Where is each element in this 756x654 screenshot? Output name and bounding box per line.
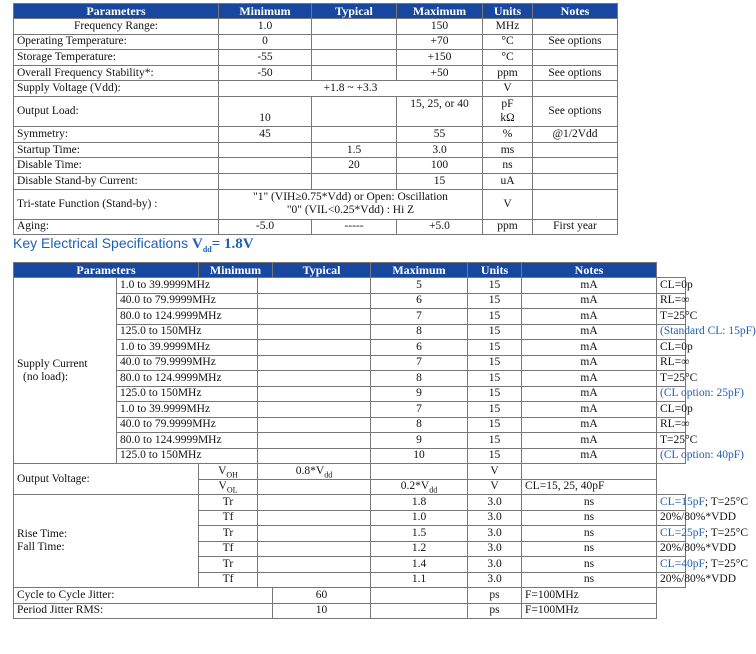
unit: mA [522, 278, 657, 294]
table-row [14, 81, 618, 97]
unit: mA [522, 448, 657, 464]
notes [657, 495, 748, 511]
max: 55 [397, 127, 483, 143]
notes: See options [533, 65, 618, 81]
max: 100 [397, 158, 483, 174]
typ: 9 [371, 433, 468, 449]
notes: @1/2Vdd [533, 127, 618, 143]
notes: T=25°C [657, 371, 686, 387]
typ: 1.5 [371, 526, 468, 542]
typ: 7 [371, 355, 468, 371]
notes: (CL option: 25pF) [657, 386, 686, 402]
unit: ns [483, 158, 533, 174]
max: 15 [397, 173, 483, 189]
table-row [14, 96, 618, 111]
tri-line-1: "1" (VIH≥0.75*Vdd) or Open: Oscillation [253, 191, 448, 204]
freq-range: 1.0 to 39.9999MHz [117, 278, 258, 294]
freq-range: 40.0 to 79.9999MHz [117, 417, 258, 433]
param: Cycle to Cycle Jitter: [14, 588, 273, 604]
param: Tri-state Function (Stand-by) : [14, 189, 219, 219]
notes: 20%/80%*VDD [657, 572, 686, 588]
unit: uA [483, 173, 533, 189]
notes [533, 81, 618, 97]
typ: 6 [371, 293, 468, 309]
freq-range: 1.0 to 39.9999MHz [117, 402, 258, 418]
unit: mA [522, 417, 657, 433]
col-header: Typical [312, 4, 397, 19]
typ: 1.8 [371, 495, 468, 511]
min [258, 479, 371, 495]
freq-range: 40.0 to 79.9999MHz [117, 355, 258, 371]
col-header: Maximum [371, 263, 468, 278]
unit: V [483, 189, 533, 219]
col-header: Minimum [219, 4, 312, 19]
min-val: 0.8*V [295, 464, 325, 477]
col-header: Units [468, 263, 522, 278]
notes: 20%/80%*VDD [657, 541, 686, 557]
min: 1.0 [219, 19, 312, 35]
max [397, 112, 483, 127]
col-header: Parameters [14, 263, 199, 278]
symbol: Tf [199, 510, 258, 526]
min [258, 557, 371, 573]
typ: 7 [371, 309, 468, 325]
symbol: Tr [199, 526, 258, 542]
max: 15 [468, 448, 522, 464]
min: 45 [219, 127, 312, 143]
min: -5.0 [219, 219, 312, 235]
freq-range: 125.0 to 150MHz [117, 386, 258, 402]
param: Output Voltage: [14, 464, 199, 495]
max: 15 [468, 433, 522, 449]
min: 0 [219, 34, 312, 50]
notes: RL=∞ [657, 417, 686, 433]
freq-range: 80.0 to 124.9999MHz [117, 433, 258, 449]
table-row [14, 173, 618, 189]
min [258, 371, 371, 387]
max: 3.0 [468, 541, 522, 557]
max: 15 [468, 386, 522, 402]
typ [312, 127, 397, 143]
unit: ns [522, 572, 657, 588]
param-line: (no load): [23, 370, 69, 383]
typ [312, 19, 397, 35]
min [219, 158, 312, 174]
voh-sub: OH [226, 470, 238, 480]
max: 15, 25, or 40 [397, 96, 483, 111]
typ [312, 65, 397, 81]
typ: 5 [371, 278, 468, 294]
notes [533, 142, 618, 158]
spec-table-general [13, 3, 618, 235]
notes: CL=0p [657, 278, 686, 294]
min [219, 96, 312, 111]
unit: pF [483, 96, 533, 111]
tri-line-2: "0" (VIL<0.25*Vdd) : Hi Z [286, 204, 415, 217]
max: 15 [468, 355, 522, 371]
notes-temp: ; T=25°C [704, 495, 748, 508]
table-row [14, 19, 618, 35]
param: Output Load: [14, 96, 219, 126]
typ: 1.5 [312, 142, 397, 158]
max: 150 [397, 19, 483, 35]
max-sub: dd [429, 485, 438, 495]
table-row [14, 189, 618, 219]
unit: V [468, 479, 522, 495]
min [258, 278, 371, 294]
notes: CL=15, 25, 40pF [522, 479, 657, 495]
symbol: Tf [199, 572, 258, 588]
max: +150 [397, 50, 483, 66]
max: +70 [397, 34, 483, 50]
unit: mA [522, 371, 657, 387]
col-header: Notes [533, 4, 618, 19]
typ: 7 [371, 402, 468, 418]
typ [312, 173, 397, 189]
notes-temp: ; T=25°C [704, 526, 748, 539]
unit: % [483, 127, 533, 143]
notes: CL=0p [657, 402, 686, 418]
notes [533, 158, 618, 174]
param-line: Rise Time: [17, 528, 68, 540]
max-val: 0.2*V [400, 480, 430, 493]
min [258, 464, 371, 480]
param: Operating Temperature: [14, 34, 219, 50]
table-header [14, 4, 618, 19]
max: 3.0 [468, 557, 522, 573]
min: -55 [219, 50, 312, 66]
notes-cl: CL=15pF [660, 495, 705, 508]
unit: mA [522, 433, 657, 449]
unit: mA [522, 340, 657, 356]
max: 3.0 [468, 526, 522, 542]
table-row [14, 142, 618, 158]
max: +5.0 [397, 219, 483, 235]
min [219, 142, 312, 158]
typ: 6 [371, 340, 468, 356]
min [258, 402, 371, 418]
col-header: Parameters [14, 4, 219, 19]
param: Startup Time: [14, 142, 219, 158]
tri-state-desc [219, 189, 483, 219]
unit: ps [468, 588, 522, 604]
table-row [14, 219, 618, 235]
unit: ns [522, 526, 657, 542]
max: 15 [468, 371, 522, 387]
max: 3.0 [397, 142, 483, 158]
table-row [14, 588, 686, 604]
table-row [14, 464, 686, 480]
vol-sub: OL [226, 485, 238, 495]
typ: 10 [273, 603, 371, 619]
typ: 20 [312, 158, 397, 174]
min [258, 386, 371, 402]
spec-table-1v8 [13, 262, 756, 619]
typ: 1.0 [371, 510, 468, 526]
typ: 9 [371, 386, 468, 402]
max: 15 [468, 402, 522, 418]
table-row [14, 603, 686, 619]
symbol [199, 479, 258, 495]
param: Period Jitter RMS: [14, 603, 273, 619]
col-header: Maximum [397, 4, 483, 19]
param [14, 278, 117, 464]
typ: 1.4 [371, 557, 468, 573]
typ: 1.1 [371, 572, 468, 588]
col-header: Notes [522, 263, 657, 278]
max [371, 603, 468, 619]
unit: mA [522, 386, 657, 402]
param: Symmetry: [14, 127, 219, 143]
max: 15 [468, 293, 522, 309]
voh-v: V [218, 464, 227, 477]
min [219, 173, 312, 189]
min [258, 309, 371, 325]
unit: ps [468, 603, 522, 619]
unit: mA [522, 293, 657, 309]
symbol: Tr [199, 557, 258, 573]
notes: RL=∞ [657, 355, 686, 371]
min [258, 526, 371, 542]
typ: 60 [273, 588, 371, 604]
unit: ns [522, 557, 657, 573]
notes: First year [533, 219, 618, 235]
typ: 10 [371, 448, 468, 464]
typ: ----- [312, 219, 397, 235]
notes [533, 50, 618, 66]
table-row [14, 65, 618, 81]
notes-temp: ; T=25°C [704, 557, 748, 570]
max [371, 464, 468, 480]
unit: ns [522, 495, 657, 511]
param: Disable Stand-by Current: [14, 173, 219, 189]
unit: MHz [483, 19, 533, 35]
min [258, 340, 371, 356]
freq-range: 1.0 to 39.9999MHz [117, 340, 258, 356]
max: 15 [468, 340, 522, 356]
min [258, 324, 371, 340]
table-header [14, 263, 686, 278]
section-title-text: Key Electrical Specifications [13, 235, 192, 251]
table-row [14, 158, 618, 174]
table-row [14, 34, 618, 50]
rise-fall-section [14, 495, 748, 588]
typ: 8 [371, 324, 468, 340]
max: 15 [468, 309, 522, 325]
notes [533, 173, 618, 189]
max [371, 479, 468, 495]
col-header: Typical [273, 263, 371, 278]
param: Overall Frequency Stability*: [14, 65, 219, 81]
min: -50 [219, 65, 312, 81]
notes [522, 464, 657, 480]
unit: ms [483, 142, 533, 158]
unit: ns [522, 510, 657, 526]
notes: See options [533, 96, 618, 126]
unit: ppm [483, 219, 533, 235]
max: 15 [468, 278, 522, 294]
symbol: Tf [199, 541, 258, 557]
freq-range: 125.0 to 150MHz [117, 448, 258, 464]
max: +50 [397, 65, 483, 81]
unit: mA [522, 324, 657, 340]
notes: F=100MHz [522, 588, 657, 604]
section-title [13, 235, 254, 253]
max: 15 [468, 417, 522, 433]
notes [657, 557, 748, 573]
notes-cl: CL=40pF [660, 557, 705, 570]
notes: T=25°C [657, 309, 686, 325]
param [14, 495, 199, 588]
typ [312, 34, 397, 50]
min [258, 495, 371, 511]
min [258, 433, 371, 449]
unit: ns [522, 541, 657, 557]
notes: T=25°C [657, 433, 686, 449]
typ: 1.2 [371, 541, 468, 557]
unit: mA [522, 355, 657, 371]
notes: RL=∞ [657, 293, 686, 309]
typ: 8 [371, 371, 468, 387]
min [258, 293, 371, 309]
min-sub: dd [324, 470, 333, 480]
unit: V [483, 81, 533, 97]
param: Disable Time: [14, 158, 219, 174]
notes: F=100MHz [522, 603, 657, 619]
notes: (CL option: 40pF) [657, 448, 686, 464]
typ [312, 96, 397, 126]
unit: °C [483, 50, 533, 66]
table-row [14, 495, 686, 511]
max: 15 [468, 324, 522, 340]
freq-range: 125.0 to 150MHz [117, 324, 258, 340]
typ: 8 [371, 417, 468, 433]
param-line: Fall Time: [17, 541, 65, 553]
table-row [14, 50, 618, 66]
param: Aging: [14, 219, 219, 235]
max: 3.0 [468, 510, 522, 526]
section-title-sub: dd [202, 245, 212, 254]
min [258, 541, 371, 557]
typ [312, 50, 397, 66]
param: Frequency Range: [14, 19, 219, 35]
notes: 20%/80%*VDD [657, 510, 686, 526]
max: 3.0 [468, 495, 522, 511]
notes [533, 19, 618, 35]
notes [657, 526, 748, 542]
col-header: Minimum [199, 263, 273, 278]
freq-range: 80.0 to 124.9999MHz [117, 371, 258, 387]
min [258, 355, 371, 371]
max: 3.0 [468, 572, 522, 588]
table-row [14, 127, 618, 143]
unit: ppm [483, 65, 533, 81]
notes [533, 189, 618, 219]
notes: (Standard CL: 15pF) [657, 324, 686, 340]
section-title-rest: = 1.8V [211, 236, 254, 252]
col-header: Units [483, 4, 533, 19]
table-row [14, 278, 686, 294]
symbol: Tr [199, 495, 258, 511]
vol-v: V [218, 480, 227, 493]
unit: mA [522, 402, 657, 418]
param-line: Supply Current [17, 357, 88, 370]
param: Storage Temperature: [14, 50, 219, 66]
symbol [199, 464, 258, 480]
notes: CL=0p [657, 340, 686, 356]
min [258, 448, 371, 464]
unit: kΩ [483, 112, 533, 127]
supply-current-section [14, 278, 756, 464]
param: Supply Voltage (Vdd): [14, 81, 219, 97]
typ: +1.8 ~ +3.3 [219, 81, 483, 97]
min: 10 [219, 112, 312, 127]
unit: mA [522, 309, 657, 325]
freq-range: 80.0 to 124.9999MHz [117, 309, 258, 325]
freq-range: 40.0 to 79.9999MHz [117, 293, 258, 309]
section-title-v: V [191, 236, 203, 252]
min [258, 417, 371, 433]
min [258, 572, 371, 588]
max [371, 588, 468, 604]
min [258, 510, 371, 526]
unit: V [468, 464, 522, 480]
notes: See options [533, 34, 618, 50]
notes-cl: CL=25pF [660, 526, 705, 539]
unit: °C [483, 34, 533, 50]
